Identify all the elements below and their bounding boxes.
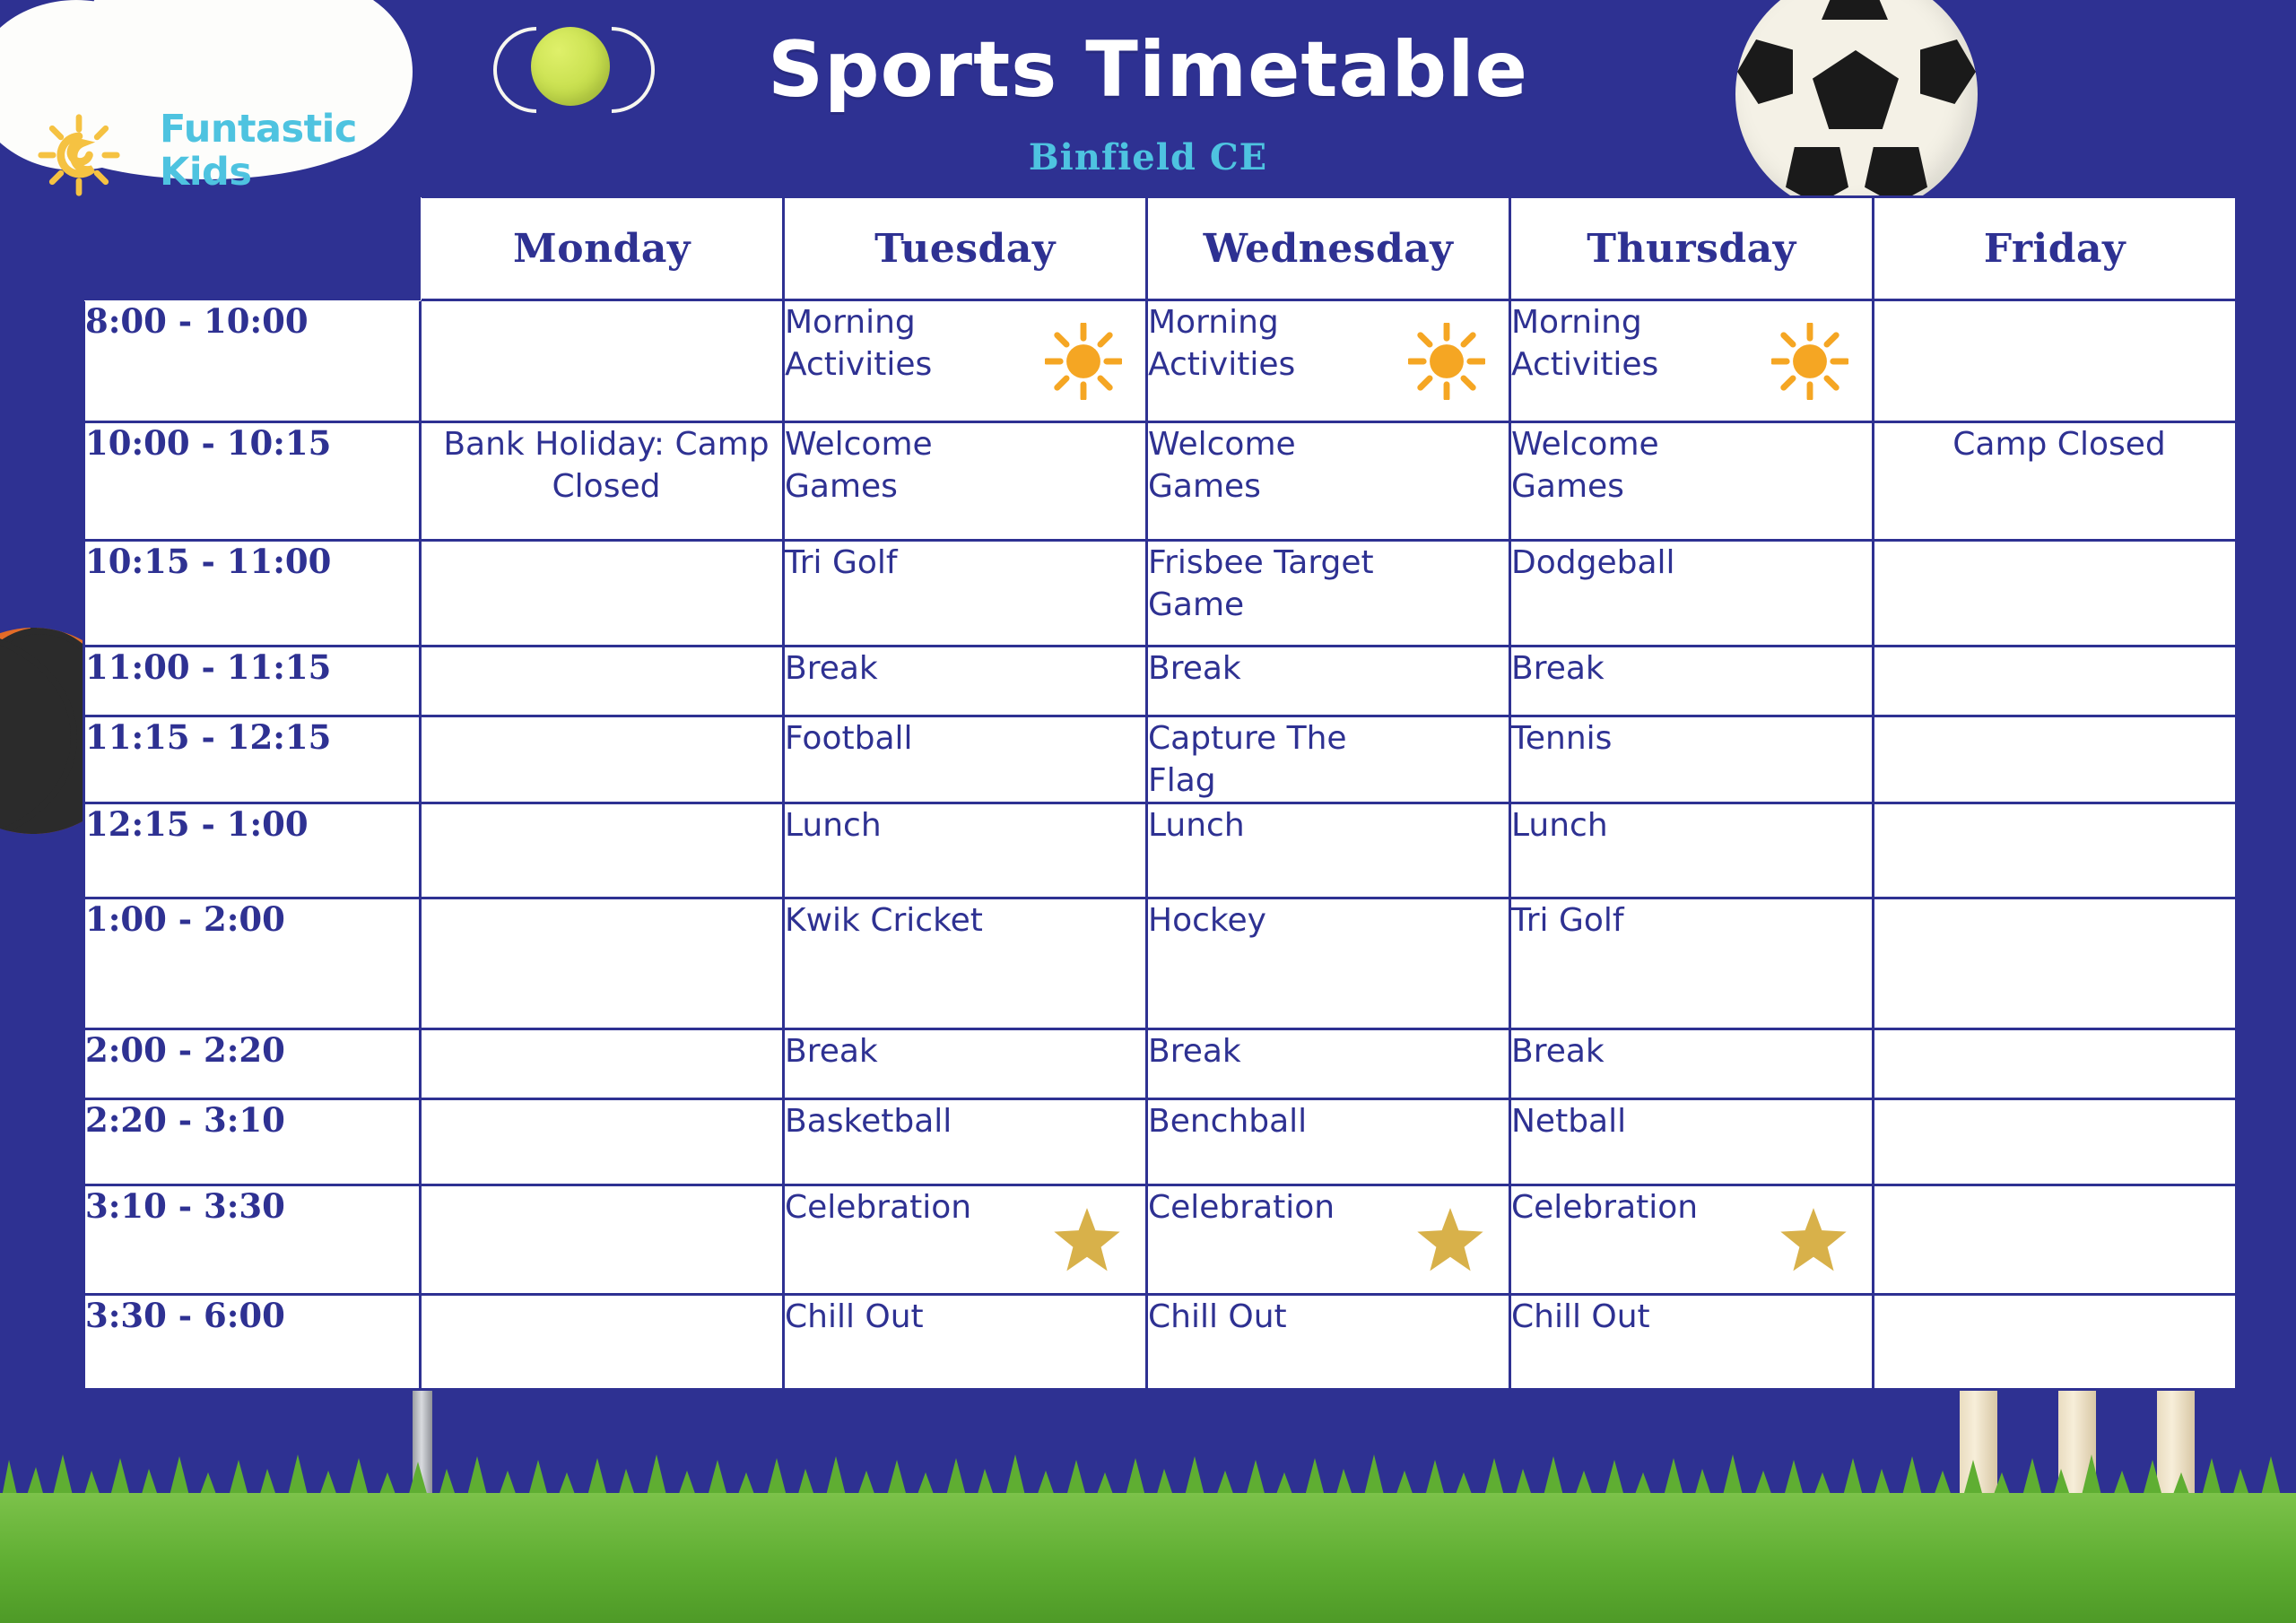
slot-text: Benchball	[1148, 1103, 1308, 1140]
slot-text: Tri Golf	[1511, 902, 1624, 939]
slot-fri	[1874, 898, 2237, 1029]
slot-thu	[1510, 803, 1874, 898]
sun-icon	[1408, 323, 1485, 400]
table-row	[84, 541, 2237, 647]
star-icon	[1052, 1205, 1122, 1275]
slot-thu	[1510, 898, 1874, 1029]
slot-text: Frisbee Target Game	[1148, 544, 1374, 623]
slot-tue	[784, 422, 1147, 541]
time-label: 3:30 - 6:00	[84, 1295, 421, 1390]
slot-fri	[1874, 1099, 2237, 1185]
slot-text: Celebration	[785, 1189, 972, 1226]
slot-thu	[1510, 422, 1874, 541]
slot-text: Chill Out	[785, 1298, 924, 1335]
slot-text: Break	[1148, 1033, 1241, 1070]
slot-fri	[1874, 1029, 2237, 1099]
slot-mon	[421, 1295, 784, 1390]
slot-text: Hockey	[1148, 902, 1266, 939]
time-label: 2:20 - 3:10	[84, 1099, 421, 1185]
slot-text: Morning Activities	[1148, 304, 1296, 383]
timetable-container	[83, 195, 2235, 1391]
slot-wed	[1147, 716, 1510, 803]
slot-wed	[1147, 300, 1510, 422]
day-header-monday: Monday	[421, 197, 784, 300]
sun-icon	[1045, 323, 1122, 400]
table-row	[84, 1185, 2237, 1295]
slot-tue	[784, 898, 1147, 1029]
time-label: 12:15 - 1:00	[84, 803, 421, 898]
slot-text: Basketball	[785, 1103, 952, 1140]
brand-line-1: Funtastic	[160, 107, 357, 152]
slot-wed	[1147, 1295, 1510, 1390]
star-icon	[1415, 1205, 1485, 1275]
table-row	[84, 422, 2237, 541]
table-row	[84, 647, 2237, 716]
slot-text: Break	[1511, 1033, 1605, 1070]
slot-text: Tri Golf	[785, 544, 898, 581]
slot-mon	[421, 647, 784, 716]
slot-wed	[1147, 647, 1510, 716]
page-subtitle: Binfield CE	[1028, 136, 1268, 178]
slot-text: Break	[785, 650, 878, 687]
slot-text: Break	[1148, 650, 1241, 687]
slot-wed	[1147, 1029, 1510, 1099]
slot-thu	[1510, 1029, 1874, 1099]
slot-wed	[1147, 803, 1510, 898]
slot-tue	[784, 647, 1147, 716]
slot-tue	[784, 541, 1147, 647]
slot-tue	[784, 1295, 1147, 1390]
time-label: 3:10 - 3:30	[84, 1185, 421, 1295]
slot-fri	[1874, 647, 2237, 716]
table-row	[84, 300, 2237, 422]
slot-fri	[1874, 803, 2237, 898]
slot-thu	[1510, 1295, 1874, 1390]
slot-text: Celebration	[1148, 1189, 1335, 1226]
slot-tue	[784, 803, 1147, 898]
page-title: Sports Timetable	[768, 25, 1528, 115]
slot-tue	[784, 1185, 1147, 1295]
time-label: 1:00 - 2:00	[84, 898, 421, 1029]
corner-cell	[84, 197, 421, 300]
grass-strip	[0, 1493, 2296, 1623]
sun-icon	[1771, 323, 1848, 400]
slot-text: Morning Activities	[785, 304, 933, 383]
slot-fri: Camp Closed	[1874, 422, 2237, 541]
slot-mon	[421, 716, 784, 803]
table-row	[84, 716, 2237, 803]
slot-text: Lunch	[1148, 807, 1245, 844]
slot-text: Football	[785, 720, 913, 757]
table-row	[84, 1029, 2237, 1099]
slot-mon: Bank Holiday: Camp Closed	[421, 422, 784, 541]
time-label: 11:00 - 11:15	[84, 647, 421, 716]
slot-mon	[421, 300, 784, 422]
slot-text: Chill Out	[1148, 1298, 1287, 1335]
table-row	[84, 1099, 2237, 1185]
day-header-tuesday: Tuesday	[784, 197, 1147, 300]
slot-text: Chill Out	[1511, 1298, 1650, 1335]
time-label: 2:00 - 2:20	[84, 1029, 421, 1099]
slot-mon	[421, 1185, 784, 1295]
slot-text: Netball	[1511, 1103, 1627, 1140]
slot-wed	[1147, 1185, 1510, 1295]
slot-mon	[421, 803, 784, 898]
slot-text: Welcome Games	[1511, 426, 1659, 505]
slot-wed	[1147, 541, 1510, 647]
slot-fri	[1874, 716, 2237, 803]
slot-wed	[1147, 422, 1510, 541]
slot-text: Kwik Cricket	[785, 902, 983, 939]
table-row	[84, 803, 2237, 898]
slot-text: Capture The Flag	[1148, 720, 1347, 799]
slot-mon	[421, 898, 784, 1029]
slot-text: Morning Activities	[1511, 304, 1659, 383]
day-header-thursday: Thursday	[1510, 197, 1874, 300]
slot-wed	[1147, 898, 1510, 1029]
timetable	[83, 195, 2238, 1391]
slot-text: Tennis	[1511, 720, 1613, 757]
slot-text: Celebration	[1511, 1189, 1699, 1226]
slot-tue	[784, 716, 1147, 803]
slot-text: Lunch	[1511, 807, 1608, 844]
slot-thu	[1510, 300, 1874, 422]
star-icon	[1779, 1205, 1848, 1275]
slot-mon	[421, 541, 784, 647]
slot-thu	[1510, 541, 1874, 647]
time-label: 8:00 - 10:00	[84, 300, 421, 422]
slot-tue	[784, 1029, 1147, 1099]
slot-text: Break	[1511, 650, 1605, 687]
table-header-row	[84, 197, 2237, 300]
slot-text: Lunch	[785, 807, 882, 844]
brand-line-2: Kids	[160, 150, 252, 195]
slot-text: Dodgeball	[1511, 544, 1675, 581]
day-header-friday: Friday	[1874, 197, 2237, 300]
slot-mon	[421, 1099, 784, 1185]
time-label: 10:15 - 11:00	[84, 541, 421, 647]
slot-fri	[1874, 1185, 2237, 1295]
slot-thu	[1510, 647, 1874, 716]
slot-fri	[1874, 541, 2237, 647]
slot-text: Welcome Games	[1148, 426, 1296, 505]
time-label: 10:00 - 10:15	[84, 422, 421, 541]
slot-thu	[1510, 716, 1874, 803]
slot-wed	[1147, 1099, 1510, 1185]
slot-thu	[1510, 1185, 1874, 1295]
slot-thu	[1510, 1099, 1874, 1185]
slot-mon	[421, 1029, 784, 1099]
slot-tue	[784, 300, 1147, 422]
slot-fri	[1874, 1295, 2237, 1390]
table-row	[84, 898, 2237, 1029]
slot-tue	[784, 1099, 1147, 1185]
slot-text: Break	[785, 1033, 878, 1070]
slot-text: Welcome Games	[785, 426, 933, 505]
day-header-wednesday: Wednesday	[1147, 197, 1510, 300]
table-row	[84, 1295, 2237, 1390]
time-label: 11:15 - 12:15	[84, 716, 421, 803]
slot-fri	[1874, 300, 2237, 422]
